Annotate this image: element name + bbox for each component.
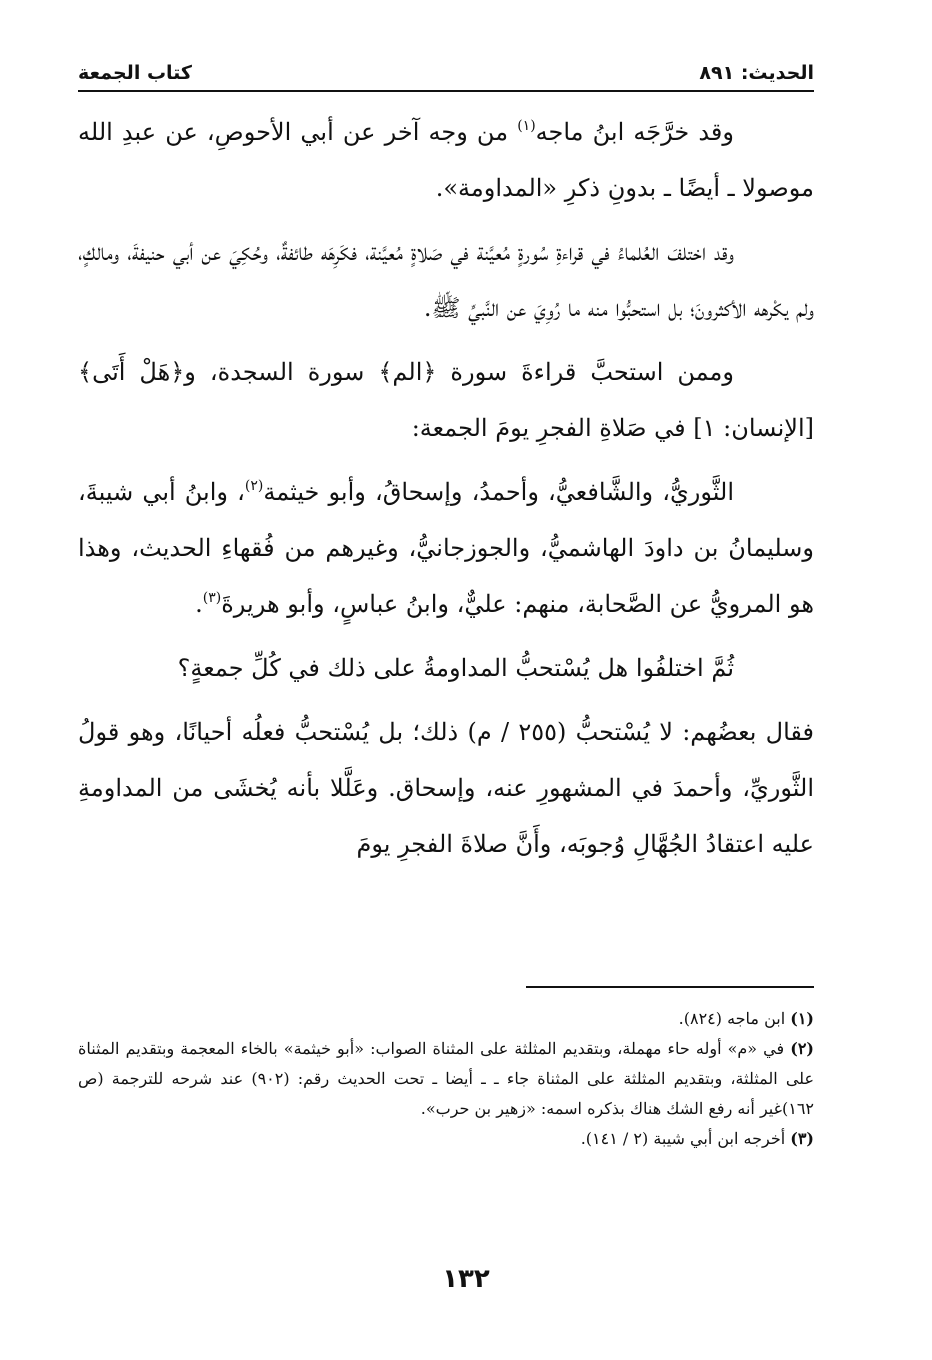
- footnote-1-number: (١): [790, 1009, 814, 1028]
- footnote-ref-2: (٢): [244, 478, 264, 494]
- main-text: [78, 104, 814, 880]
- paragraph-4-text-b: ، وابنُ أبي شيبةَ، وسليمانُ بن داودَ الهاشميُّ، والجوزجانيُّ، وغيرهم من فُقهاءِ الحديث، وهذا هو المرويُّ عن الصَّحابة، منهم: عليٌّ، وابنُ عباسٍ، وأبو هريرةَ: [78, 478, 814, 618]
- book-title: كتاب الجمعة: [78, 62, 192, 84]
- footnote-2-number: (٢): [790, 1039, 814, 1058]
- footnote-3-text: أخرجه ابن أبي شيبة (٢ / ١٤١).: [580, 1129, 791, 1148]
- footnote-2-text: في «م» أوله حاء مهملة، وبتقديم المثلثة على المثناة الصواب: «أبو خيثمة» بالخاء المعجمة وبتقديم المثناة على المثلثة، وبتقديم المثلثة على المثناة جاء ـ ـ أيضا ـ تحت الحديث رقم: (٩٠٢) عند شرحه للترجمة (ص ١٦٢)غير أنه رفع الشك هناك بذكره اسمه: «زهير بن حرب».: [78, 1039, 814, 1118]
- footnote-2: [78, 1034, 814, 1124]
- paragraph-1-text-a: وقد خرَّجَه ابنُ ماجه: [535, 118, 734, 146]
- paragraph-4-text-a: الثَّوريُّ، والشَّافعيُّ، وأحمدُ، وإسحاقُ، وأبو خيثمة: [263, 478, 734, 506]
- footnote-3-number: (٣): [790, 1129, 814, 1148]
- footnotes: [78, 1004, 814, 1154]
- paragraph-6: فقال بعضُهم: لا يُسْتحبُّ (٢٥٥ / م) ذلك؛ بل يُسْتحبُّ فعلُه أحيانًا، وهو قولُ الثَّوريِّ، وأحمدَ في المشهورِ عنه، وإسحاق. وعَلَّلا بأنه يُخشَى من المداومةِ عليه اعتقادُ الجُهَّالِ وُجوبَه، وأَنَّ صلاةَ الفجرِ يومَ: [78, 718, 814, 858]
- hadith-number: الحديث: ٨٩١: [699, 62, 814, 84]
- paragraph-4-text-c: .: [195, 590, 203, 618]
- footnote-3: [78, 1124, 814, 1154]
- page-number: ١٣٢: [442, 1264, 490, 1294]
- paragraph-5: ثُمَّ اختلفُوا هل يُسْتحبُّ المداومةُ على ذلك في كُلِّ جمعةٍ؟: [177, 654, 734, 682]
- paragraph-1: [78, 104, 814, 216]
- paragraph-2: وقد اختلفَ العُلماءُ في قراءةِ سُورةٍ مُعيَّنة في صَلاةٍ مُعيَّنة، فكَرِهَه طائفةٌ، وحُكِيَ عن أبي حنيفةَ، ومالكٍ، ولم يكْرهه الأكثرونَ؛ بل استحبُّوا منه ما رُوِيَ عن النَّبيِّ ﷺ.: [78, 238, 814, 322]
- paragraph-3: وممن استحبَّ قراءةَ سورة ﴿الم﴾ سورة السجدة، و﴿هَلْ أَتَى﴾ [الإنسان: ١] في صَلاةِ الفجرِ يومَ الجمعة:: [78, 358, 814, 442]
- footnote-1-text: ابن ماجه (٨٢٤).: [678, 1009, 791, 1028]
- footnote-ref-3: (٣): [202, 590, 222, 606]
- footnote-separator: [526, 986, 814, 988]
- paragraph-1-text-b: من وجه آخر عن أبي الأحوصِ، عن عبدِ الله موصولا ـ أيضًا ـ بدونِ ذكرِ «المداومة».: [78, 118, 814, 202]
- footnote-1: [78, 1004, 814, 1034]
- footnote-ref-1: (١): [517, 118, 536, 134]
- paragraph-4: [78, 464, 814, 632]
- running-header: [78, 56, 814, 92]
